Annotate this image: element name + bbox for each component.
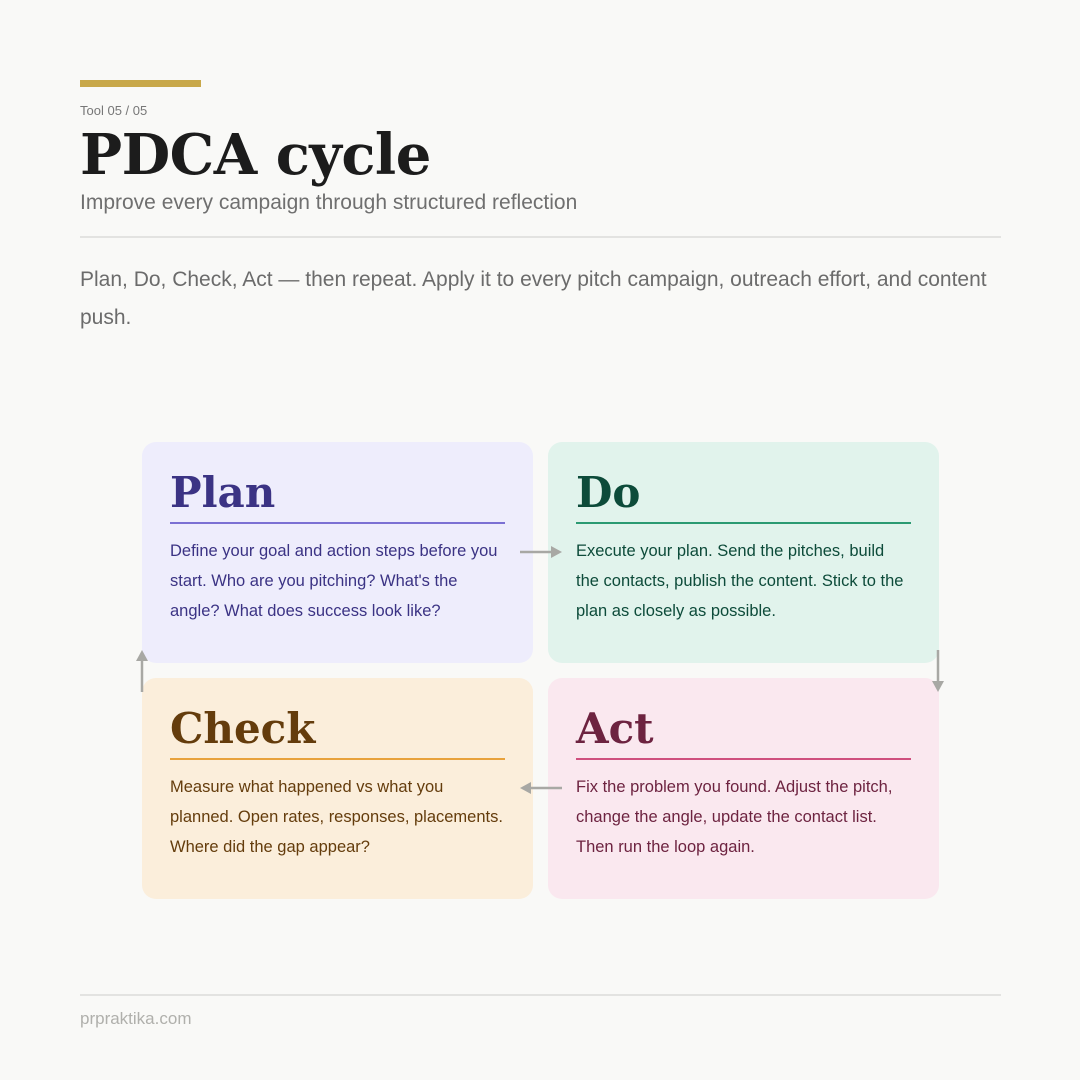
do-body: Execute your plan. Send the pitches, build the contacts, publish the content. Stick to the plan as closely as possible. bbox=[576, 542, 904, 620]
intro-text: Plan, Do, Check, Act — then repeat. Apply it to every pitch campaign, outreach effort, and content push. bbox=[80, 268, 987, 329]
check-body: Measure what happened vs what you planned. Open rates, responses, placements. Where did the gap appear? bbox=[170, 778, 503, 856]
plan-card bbox=[142, 442, 533, 663]
tool-counter: Tool 05 / 05 bbox=[80, 103, 148, 118]
plan-title: Plan bbox=[170, 468, 276, 517]
page-subtitle: Improve every campaign through structured reflection bbox=[80, 191, 578, 214]
page-title: PDCA cycle bbox=[80, 122, 431, 188]
act-title: Act bbox=[576, 704, 654, 753]
arrow-act-to-check-icon bbox=[518, 780, 564, 796]
header-divider bbox=[80, 236, 1001, 238]
check-underline bbox=[170, 758, 505, 760]
plan-underline bbox=[170, 522, 505, 524]
arrow-do-to-act-icon bbox=[930, 648, 946, 694]
accent-bar bbox=[80, 80, 201, 87]
act-underline bbox=[576, 758, 911, 760]
footer-site: prpraktika.com bbox=[80, 1009, 192, 1028]
act-body: Fix the problem you found. Adjust the pitch, change the angle, update the contact list. Then run the loop again. bbox=[576, 778, 893, 856]
arrow-check-to-plan-icon bbox=[134, 648, 150, 694]
check-title: Check bbox=[170, 704, 316, 753]
footer-divider bbox=[80, 994, 1001, 996]
check-card bbox=[142, 678, 533, 899]
do-underline bbox=[576, 522, 911, 524]
do-title: Do bbox=[576, 468, 641, 517]
act-card bbox=[548, 678, 939, 899]
do-card bbox=[548, 442, 939, 663]
arrow-plan-to-do-icon bbox=[518, 544, 564, 560]
plan-body: Define your goal and action steps before you start. Who are you pitching? What's the angle? What does success look like? bbox=[170, 542, 498, 620]
